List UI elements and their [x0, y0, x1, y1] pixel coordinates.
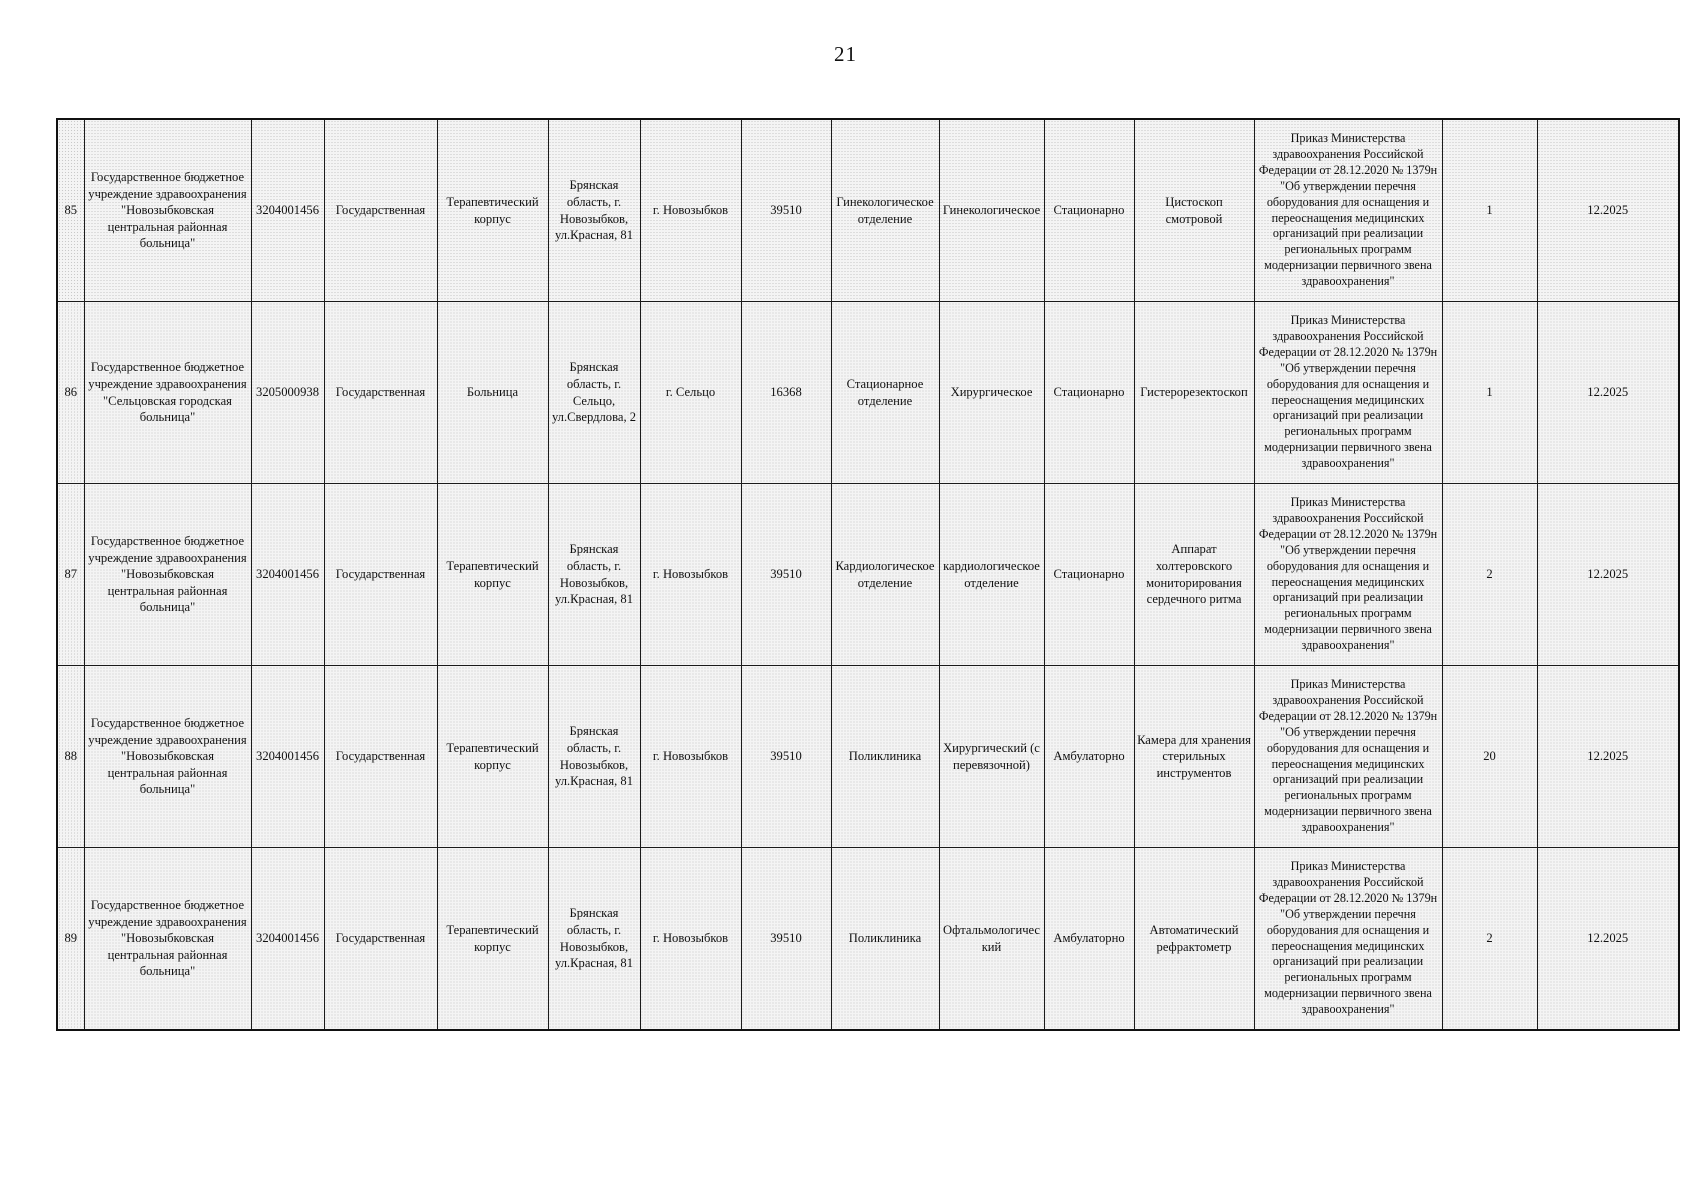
- organization-code: 3205000938: [251, 302, 324, 484]
- medical-profile: Офтальмологический: [939, 848, 1044, 1031]
- care-form: Амбулаторно: [1044, 666, 1134, 848]
- organization-code: 3204001456: [251, 666, 324, 848]
- legal-basis: Приказ Министерства здравоохранения Российской Федерации от 28.12.2020 № 1379н "Об утверждении перечня оборудования для оснащения и переоснащения медицинских организаций при реализации региональных программ модернизации первичного звена здравоохранения": [1254, 302, 1442, 484]
- city: г. Новозыбков: [640, 666, 741, 848]
- quantity: 20: [1442, 666, 1537, 848]
- ownership-form: Государственная: [324, 666, 437, 848]
- ownership-form: Государственная: [324, 119, 437, 302]
- legal-basis: Приказ Министерства здравоохранения Российской Федерации от 28.12.2020 № 1379н "Об утверждении перечня оборудования для оснащения и переоснащения медицинских организаций при реализации региональных программ модернизации первичного звена здравоохранения": [1254, 484, 1442, 666]
- table-row: [57, 666, 1679, 848]
- ownership-form: Государственная: [324, 848, 437, 1031]
- organization-name: Государственное бюджетное учреждение здравоохранения "Сельцовская городская больница": [84, 302, 251, 484]
- organization-name: Государственное бюджетное учреждение здравоохранения "Новозыбковская центральная районная больница": [84, 666, 251, 848]
- quantity: 1: [1442, 302, 1537, 484]
- medical-profile: кардиологическое отделение: [939, 484, 1044, 666]
- medical-profile: Хирургическое: [939, 302, 1044, 484]
- city: г. Новозыбков: [640, 848, 741, 1031]
- population: 39510: [741, 848, 831, 1031]
- due-date: 12.2025: [1537, 302, 1679, 484]
- address: Брянская область, г. Сельцо, ул.Свердлова, 2: [548, 302, 640, 484]
- building-name: Терапевтический корпус: [437, 119, 548, 302]
- department: Гинекологическое отделение: [831, 119, 939, 302]
- care-form: Амбулаторно: [1044, 848, 1134, 1031]
- ownership-form: Государственная: [324, 484, 437, 666]
- care-form: Стационарно: [1044, 302, 1134, 484]
- medical-profile: Гинекологическое: [939, 119, 1044, 302]
- due-date: 12.2025: [1537, 666, 1679, 848]
- department: Стационарное отделение: [831, 302, 939, 484]
- legal-basis: Приказ Министерства здравоохранения Российской Федерации от 28.12.2020 № 1379н "Об утверждении перечня оборудования для оснащения и переоснащения медицинских организаций при реализации региональных программ модернизации первичного звена здравоохранения": [1254, 666, 1442, 848]
- due-date: 12.2025: [1537, 848, 1679, 1031]
- department: Поликлиника: [831, 666, 939, 848]
- row-number: 88: [57, 666, 84, 848]
- city: г. Новозыбков: [640, 119, 741, 302]
- organization-name: Государственное бюджетное учреждение здравоохранения "Новозыбковская центральная районная больница": [84, 848, 251, 1031]
- table-row: [57, 848, 1679, 1031]
- page-number: 21: [834, 42, 857, 66]
- row-number: 85: [57, 119, 84, 302]
- organization-code: 3204001456: [251, 848, 324, 1031]
- equipment-table-container: [56, 118, 1678, 1031]
- due-date: 12.2025: [1537, 484, 1679, 666]
- building-name: Больница: [437, 302, 548, 484]
- row-number: 89: [57, 848, 84, 1031]
- legal-basis: Приказ Министерства здравоохранения Российской Федерации от 28.12.2020 № 1379н "Об утверждении перечня оборудования для оснащения и переоснащения медицинских организаций при реализации региональных программ модернизации первичного звена здравоохранения": [1254, 119, 1442, 302]
- organization-name: Государственное бюджетное учреждение здравоохранения "Новозыбковская центральная районная больница": [84, 484, 251, 666]
- population: 39510: [741, 119, 831, 302]
- address: Брянская область, г. Новозыбков, ул.Красная, 81: [548, 666, 640, 848]
- row-number: 87: [57, 484, 84, 666]
- quantity: 2: [1442, 484, 1537, 666]
- population: 39510: [741, 666, 831, 848]
- organization-code: 3204001456: [251, 119, 324, 302]
- equipment-name: Цистоскоп смотровой: [1134, 119, 1254, 302]
- organization-code: 3204001456: [251, 484, 324, 666]
- building-name: Терапевтический корпус: [437, 848, 548, 1031]
- address: Брянская область, г. Новозыбков, ул.Красная, 81: [548, 848, 640, 1031]
- address: Брянская область, г. Новозыбков, ул.Красная, 81: [548, 119, 640, 302]
- department: Поликлиника: [831, 848, 939, 1031]
- equipment-table: [56, 118, 1680, 1031]
- population: 16368: [741, 302, 831, 484]
- organization-name: Государственное бюджетное учреждение здравоохранения "Новозыбковская центральная районная больница": [84, 119, 251, 302]
- equipment-name: Гистерорезектоскоп: [1134, 302, 1254, 484]
- row-number: 86: [57, 302, 84, 484]
- table-row: [57, 302, 1679, 484]
- equipment-name: Аппарат холтеровского мониторирования сердечного ритма: [1134, 484, 1254, 666]
- medical-profile: Хирургический (с перевязочной): [939, 666, 1044, 848]
- care-form: Стационарно: [1044, 484, 1134, 666]
- quantity: 1: [1442, 119, 1537, 302]
- equipment-name: Автоматический рефрактометр: [1134, 848, 1254, 1031]
- population: 39510: [741, 484, 831, 666]
- city: г. Сельцо: [640, 302, 741, 484]
- building-name: Терапевтический корпус: [437, 484, 548, 666]
- ownership-form: Государственная: [324, 302, 437, 484]
- table-row: [57, 484, 1679, 666]
- care-form: Стационарно: [1044, 119, 1134, 302]
- equipment-name: Камера для хранения стерильных инструментов: [1134, 666, 1254, 848]
- department: Кардиологическое отделение: [831, 484, 939, 666]
- city: г. Новозыбков: [640, 484, 741, 666]
- legal-basis: Приказ Министерства здравоохранения Российской Федерации от 28.12.2020 № 1379н "Об утверждении перечня оборудования для оснащения и переоснащения медицинских организаций при реализации региональных программ модернизации первичного звена здравоохранения": [1254, 848, 1442, 1031]
- table-body: [57, 119, 1679, 1030]
- quantity: 2: [1442, 848, 1537, 1031]
- due-date: 12.2025: [1537, 119, 1679, 302]
- address: Брянская область, г. Новозыбков, ул.Красная, 81: [548, 484, 640, 666]
- table-row: [57, 119, 1679, 302]
- building-name: Терапевтический корпус: [437, 666, 548, 848]
